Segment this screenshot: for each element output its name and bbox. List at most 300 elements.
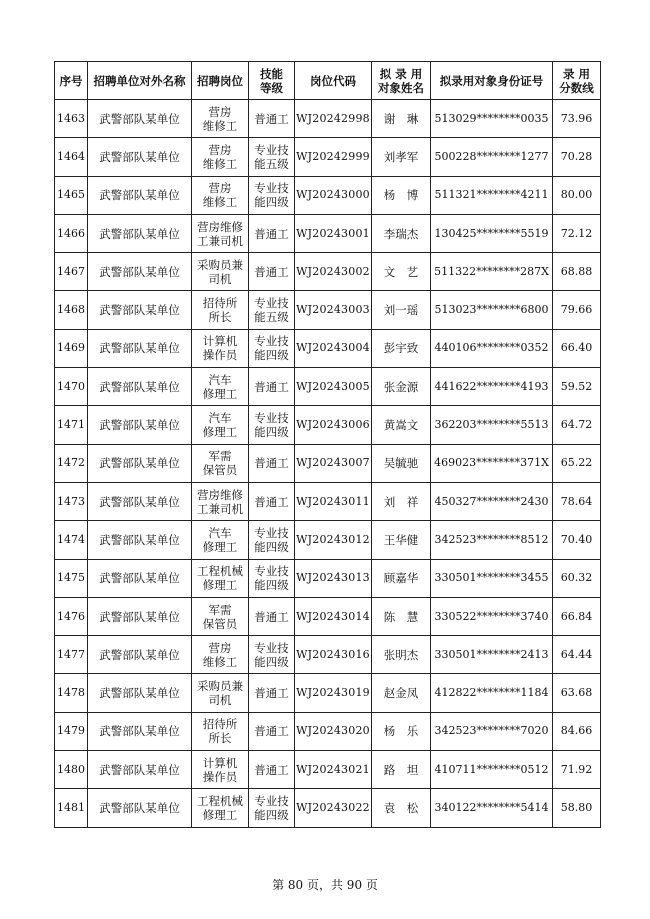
cell-level <box>249 751 295 789</box>
cell-score <box>553 329 601 367</box>
cell-id-text: 330501********3455 <box>434 571 549 585</box>
cell-level-text: 普通工 <box>254 226 289 241</box>
cell-id <box>431 406 553 444</box>
cell-code-text: WJ20243022 <box>296 800 370 814</box>
cell-seq <box>55 138 88 176</box>
cell-seq-text: 1467 <box>57 264 85 278</box>
cell-level-text: 专业技 能四级 <box>254 793 289 822</box>
cell-unit-text: 武警部队某单位 <box>99 379 180 394</box>
cell-score-text: 79.66 <box>560 303 593 317</box>
cell-seq <box>55 329 88 367</box>
cell-level-text: 专业技 能四级 <box>254 411 289 440</box>
cell-post-text: 营房 维修工 <box>202 142 238 171</box>
cell-score <box>553 521 601 559</box>
cell-level-text: 专业技 能四级 <box>254 181 289 210</box>
cell-unit <box>88 138 192 176</box>
cell-id-text: 330522********3740 <box>434 609 549 623</box>
cell-unit-text: 武警部队某单位 <box>99 149 180 164</box>
cell-level <box>249 176 295 214</box>
cell-unit-text: 武警部队某单位 <box>99 226 180 241</box>
cell-unit <box>88 482 192 520</box>
cell-score-text: 63.68 <box>560 686 593 700</box>
cell-seq-text: 1481 <box>57 800 85 814</box>
cell-id <box>431 176 553 214</box>
cell-name-text: 彭宇致 <box>383 341 419 356</box>
table-row <box>55 636 601 674</box>
cell-seq <box>55 789 88 827</box>
cell-level <box>249 597 295 635</box>
cell-level <box>249 559 295 597</box>
cell-code-text: WJ20243011 <box>296 494 370 508</box>
cell-seq-text: 1469 <box>57 341 85 355</box>
results-table <box>54 61 601 828</box>
cell-name-text: 黄嵩文 <box>383 418 419 433</box>
cell-name <box>372 329 431 367</box>
cell-post <box>192 291 249 329</box>
cell-score-text: 66.84 <box>560 609 593 623</box>
cell-id <box>431 329 553 367</box>
cell-id <box>431 482 553 520</box>
cell-name-text: 刘一瑶 <box>383 303 419 318</box>
cell-seq <box>55 368 88 406</box>
table-row <box>55 214 601 252</box>
table-row <box>55 368 601 406</box>
cell-seq <box>55 291 88 329</box>
cell-seq-text: 1475 <box>57 571 85 585</box>
cell-score-text: 66.40 <box>560 341 593 355</box>
cell-post <box>192 329 249 367</box>
page-footer: 第 80 页，共 90 页 <box>272 878 378 892</box>
cell-id-text: 513029********0035 <box>434 111 549 125</box>
cell-unit <box>88 444 192 482</box>
cell-unit-text: 武警部队某单位 <box>99 647 180 662</box>
cell-level <box>249 368 295 406</box>
cell-code <box>295 559 372 597</box>
cell-id <box>431 712 553 750</box>
cell-post-text: 采购员兼 司机 <box>197 257 243 286</box>
cell-seq <box>55 712 88 750</box>
cell-score-text: 64.44 <box>560 647 593 661</box>
cell-code-text: WJ20243016 <box>296 647 370 661</box>
cell-unit-text: 武警部队某单位 <box>99 724 180 739</box>
cell-level-text: 专业技 能四级 <box>254 564 289 593</box>
cell-unit <box>88 406 192 444</box>
cell-code <box>295 751 372 789</box>
cell-score <box>553 176 601 214</box>
cell-score <box>553 789 601 827</box>
cell-score-text: 71.92 <box>560 762 593 776</box>
header-id: 拟录用对象身份证号 <box>431 62 553 100</box>
cell-id <box>431 138 553 176</box>
table-row <box>55 597 601 635</box>
cell-level <box>249 674 295 712</box>
cell-code-text: WJ20243001 <box>296 226 370 240</box>
cell-name-text: 杨 博 <box>383 188 419 203</box>
cell-post <box>192 597 249 635</box>
cell-id-text: 513023********6800 <box>434 303 549 317</box>
cell-unit <box>88 176 192 214</box>
table-row <box>55 100 601 138</box>
cell-unit <box>88 521 192 559</box>
cell-post <box>192 253 249 291</box>
cell-seq-text: 1477 <box>57 647 85 661</box>
header-score: 录 用 分数线 <box>553 62 601 100</box>
cell-name <box>372 559 431 597</box>
cell-seq-text: 1465 <box>57 188 85 202</box>
cell-code-text: WJ20243007 <box>296 456 370 470</box>
cell-post <box>192 674 249 712</box>
cell-name-text: 李瑞杰 <box>383 226 419 241</box>
cell-post <box>192 176 249 214</box>
cell-id <box>431 521 553 559</box>
cell-level-text: 专业技 能五级 <box>254 296 289 325</box>
cell-seq-text: 1473 <box>57 494 85 508</box>
table-row <box>55 521 601 559</box>
cell-post-text: 营房维修 工兼司机 <box>197 487 243 516</box>
cell-level-text: 专业技 能四级 <box>254 525 289 554</box>
cell-level <box>249 789 295 827</box>
cell-unit <box>88 712 192 750</box>
table-row <box>55 482 601 520</box>
header-seq: 序号 <box>55 62 88 100</box>
cell-code-text: WJ20243006 <box>296 418 370 432</box>
results-table-container <box>54 61 600 828</box>
cell-level <box>249 521 295 559</box>
cell-post <box>192 100 249 138</box>
cell-seq-text: 1471 <box>57 418 85 432</box>
cell-id <box>431 444 553 482</box>
cell-id <box>431 559 553 597</box>
cell-code <box>295 329 372 367</box>
cell-name <box>372 674 431 712</box>
cell-score <box>553 712 601 750</box>
cell-id-text: 500228********1277 <box>434 149 549 163</box>
cell-name-text: 杨 乐 <box>383 724 419 739</box>
cell-unit-text: 武警部队某单位 <box>99 303 180 318</box>
cell-seq <box>55 674 88 712</box>
cell-score <box>553 751 601 789</box>
cell-post <box>192 214 249 252</box>
cell-name-text: 袁 松 <box>383 800 419 815</box>
cell-level <box>249 253 295 291</box>
cell-level <box>249 636 295 674</box>
table-row <box>55 674 601 712</box>
cell-post-text: 招待所 所长 <box>202 717 238 746</box>
cell-name <box>372 636 431 674</box>
table-row <box>55 253 601 291</box>
cell-code <box>295 597 372 635</box>
cell-id <box>431 636 553 674</box>
cell-unit <box>88 597 192 635</box>
cell-post-text: 营房 维修工 <box>202 104 238 133</box>
cell-seq-text: 1474 <box>57 532 85 546</box>
cell-seq <box>55 751 88 789</box>
cell-level <box>249 138 295 176</box>
header-name: 拟 录 用 对象姓名 <box>372 62 431 100</box>
cell-level-text: 普通工 <box>254 111 289 126</box>
cell-unit <box>88 291 192 329</box>
cell-seq <box>55 406 88 444</box>
cell-code <box>295 368 372 406</box>
cell-level-text: 普通工 <box>254 724 289 739</box>
cell-post <box>192 751 249 789</box>
cell-post-text: 汽车 修理工 <box>202 525 238 554</box>
cell-unit <box>88 100 192 138</box>
cell-unit <box>88 636 192 674</box>
cell-seq-text: 1470 <box>57 379 85 393</box>
cell-post-text: 汽车 修理工 <box>202 372 238 401</box>
cell-code-text: WJ20243019 <box>296 686 370 700</box>
cell-unit-text: 武警部队某单位 <box>99 456 180 471</box>
header-row <box>55 62 601 100</box>
cell-score <box>553 674 601 712</box>
cell-name <box>372 368 431 406</box>
cell-level <box>249 100 295 138</box>
cell-name <box>372 712 431 750</box>
cell-name <box>372 406 431 444</box>
table-row <box>55 559 601 597</box>
cell-post <box>192 636 249 674</box>
cell-name-text: 张明杰 <box>383 647 419 662</box>
cell-seq-text: 1476 <box>57 609 85 623</box>
cell-name <box>372 482 431 520</box>
cell-post <box>192 521 249 559</box>
cell-post-text: 营房 维修工 <box>202 181 238 210</box>
header-unit: 招聘单位对外名称 <box>88 62 192 100</box>
cell-score-text: 60.32 <box>560 571 593 585</box>
cell-id <box>431 751 553 789</box>
table-row <box>55 406 601 444</box>
cell-unit-text: 武警部队某单位 <box>99 762 180 777</box>
cell-level-text: 普通工 <box>254 686 289 701</box>
cell-id-text: 440106********0352 <box>434 341 549 355</box>
cell-unit <box>88 368 192 406</box>
cell-code <box>295 674 372 712</box>
cell-score-text: 59.52 <box>560 379 593 393</box>
cell-post <box>192 368 249 406</box>
cell-score <box>553 214 601 252</box>
cell-score <box>553 636 601 674</box>
cell-name-text: 张金源 <box>383 379 419 394</box>
cell-post-text: 汽车 修理工 <box>202 411 238 440</box>
cell-code-text: WJ20242999 <box>296 149 370 163</box>
cell-id-text: 469023********371X <box>434 456 549 470</box>
cell-post-text: 工程机械 修理工 <box>197 793 243 822</box>
table-row <box>55 444 601 482</box>
cell-unit-text: 武警部队某单位 <box>99 494 180 509</box>
table-body <box>55 100 601 828</box>
cell-score <box>553 444 601 482</box>
cell-seq <box>55 253 88 291</box>
cell-unit-text: 武警部队某单位 <box>99 686 180 701</box>
cell-id-text: 441622********4193 <box>434 379 549 393</box>
table-row <box>55 176 601 214</box>
cell-id <box>431 214 553 252</box>
cell-post-text: 计算机 操作员 <box>202 334 238 363</box>
cell-seq-text: 1466 <box>57 226 85 240</box>
cell-level-text: 普通工 <box>254 494 289 509</box>
cell-id-text: 511322********287X <box>434 264 549 278</box>
cell-level-text: 普通工 <box>254 762 289 777</box>
cell-code <box>295 406 372 444</box>
cell-unit-text: 武警部队某单位 <box>99 264 180 279</box>
cell-unit <box>88 674 192 712</box>
cell-seq-text: 1464 <box>57 149 85 163</box>
cell-post <box>192 482 249 520</box>
cell-name <box>372 214 431 252</box>
cell-unit-text: 武警部队某单位 <box>99 800 180 815</box>
cell-level-text: 普通工 <box>254 609 289 624</box>
cell-name <box>372 253 431 291</box>
cell-score-text: 72.12 <box>560 226 593 240</box>
cell-code-text: WJ20243004 <box>296 341 370 355</box>
cell-post <box>192 444 249 482</box>
cell-name-text: 刘 祥 <box>383 494 419 509</box>
cell-score <box>553 291 601 329</box>
cell-code-text: WJ20243020 <box>296 724 370 738</box>
cell-name <box>372 521 431 559</box>
cell-post-text: 营房维修 工兼司机 <box>197 219 243 248</box>
cell-code-text: WJ20243012 <box>296 532 370 546</box>
cell-score-text: 68.88 <box>560 264 593 278</box>
table-row <box>55 712 601 750</box>
cell-unit-text: 武警部队某单位 <box>99 418 180 433</box>
cell-seq-text: 1472 <box>57 456 85 470</box>
cell-name <box>372 100 431 138</box>
cell-code <box>295 482 372 520</box>
header-level: 技能 等级 <box>249 62 295 100</box>
cell-score <box>553 597 601 635</box>
cell-level-text: 专业技 能五级 <box>254 142 289 171</box>
cell-name <box>372 291 431 329</box>
cell-seq <box>55 636 88 674</box>
cell-id-text: 342523********7020 <box>434 724 549 738</box>
table-row <box>55 329 601 367</box>
cell-score-text: 65.22 <box>560 456 593 470</box>
cell-score-text: 84.66 <box>560 724 593 738</box>
cell-seq-text: 1479 <box>57 724 85 738</box>
cell-code <box>295 214 372 252</box>
cell-score-text: 80.00 <box>560 188 593 202</box>
cell-level-text: 专业技 能四级 <box>254 334 289 363</box>
cell-post <box>192 789 249 827</box>
cell-score-text: 70.28 <box>560 149 593 163</box>
cell-name-text: 路 坦 <box>383 762 419 777</box>
cell-code-text: WJ20243003 <box>296 303 370 317</box>
cell-post <box>192 712 249 750</box>
cell-seq <box>55 176 88 214</box>
cell-id-text: 412822********1184 <box>434 686 549 700</box>
cell-name <box>372 138 431 176</box>
cell-unit-text: 武警部队某单位 <box>99 609 180 624</box>
cell-name <box>372 751 431 789</box>
cell-id <box>431 674 553 712</box>
cell-unit <box>88 789 192 827</box>
cell-seq-text: 1480 <box>57 762 85 776</box>
cell-seq <box>55 559 88 597</box>
cell-score <box>553 100 601 138</box>
cell-unit <box>88 559 192 597</box>
cell-id <box>431 291 553 329</box>
cell-code <box>295 789 372 827</box>
cell-unit-text: 武警部队某单位 <box>99 111 180 126</box>
cell-name-text: 王华健 <box>383 532 419 547</box>
cell-score-text: 78.64 <box>560 494 593 508</box>
cell-score <box>553 406 601 444</box>
cell-id-text: 130425********5519 <box>434 226 549 240</box>
header-post: 招聘岗位 <box>192 62 249 100</box>
cell-score <box>553 559 601 597</box>
cell-score <box>553 138 601 176</box>
cell-code-text: WJ20243005 <box>296 379 370 393</box>
cell-post <box>192 559 249 597</box>
cell-seq <box>55 214 88 252</box>
cell-level-text: 专业技 能四级 <box>254 640 289 669</box>
cell-code-text: WJ20243000 <box>296 188 370 202</box>
cell-id <box>431 253 553 291</box>
cell-level <box>249 712 295 750</box>
cell-id <box>431 368 553 406</box>
cell-name-text: 文 艺 <box>383 264 419 279</box>
cell-code-text: WJ20243013 <box>296 571 370 585</box>
cell-id-text: 342523********8512 <box>434 532 549 546</box>
cell-name <box>372 597 431 635</box>
cell-code <box>295 138 372 176</box>
cell-id <box>431 789 553 827</box>
cell-level-text: 普通工 <box>254 379 289 394</box>
cell-unit-text: 武警部队某单位 <box>99 341 180 356</box>
cell-level <box>249 291 295 329</box>
cell-code <box>295 253 372 291</box>
cell-code <box>295 100 372 138</box>
cell-code-text: WJ20243021 <box>296 762 370 776</box>
cell-level <box>249 329 295 367</box>
table-row <box>55 138 601 176</box>
cell-seq <box>55 444 88 482</box>
cell-code-text: WJ20242998 <box>296 111 370 125</box>
cell-unit-text: 武警部队某单位 <box>99 188 180 203</box>
cell-id-text: 410711********0512 <box>434 762 549 776</box>
cell-code <box>295 444 372 482</box>
cell-name-text: 陈 慧 <box>383 609 419 624</box>
cell-post <box>192 138 249 176</box>
cell-unit <box>88 751 192 789</box>
cell-id-text: 450327********2430 <box>434 494 549 508</box>
cell-seq <box>55 597 88 635</box>
cell-id <box>431 597 553 635</box>
cell-code <box>295 291 372 329</box>
cell-post-text: 招待所 所长 <box>202 296 238 325</box>
cell-name-text: 谢 琳 <box>383 111 419 126</box>
cell-post <box>192 406 249 444</box>
cell-unit <box>88 214 192 252</box>
cell-name-text: 吴毓驰 <box>383 456 419 471</box>
table-row <box>55 291 601 329</box>
cell-post-text: 计算机 操作员 <box>202 755 238 784</box>
cell-score-text: 70.40 <box>560 532 593 546</box>
cell-seq <box>55 482 88 520</box>
cell-score <box>553 368 601 406</box>
cell-name-text: 顾嘉华 <box>383 571 419 586</box>
cell-seq-text: 1478 <box>57 686 85 700</box>
cell-id-text: 340122********5414 <box>434 800 549 814</box>
cell-post-text: 工程机械 修理工 <box>197 564 243 593</box>
cell-seq-text: 1468 <box>57 303 85 317</box>
cell-level <box>249 444 295 482</box>
cell-score-text: 58.80 <box>560 800 593 814</box>
cell-code-text: WJ20243002 <box>296 264 370 278</box>
cell-score-text: 73.96 <box>560 111 593 125</box>
